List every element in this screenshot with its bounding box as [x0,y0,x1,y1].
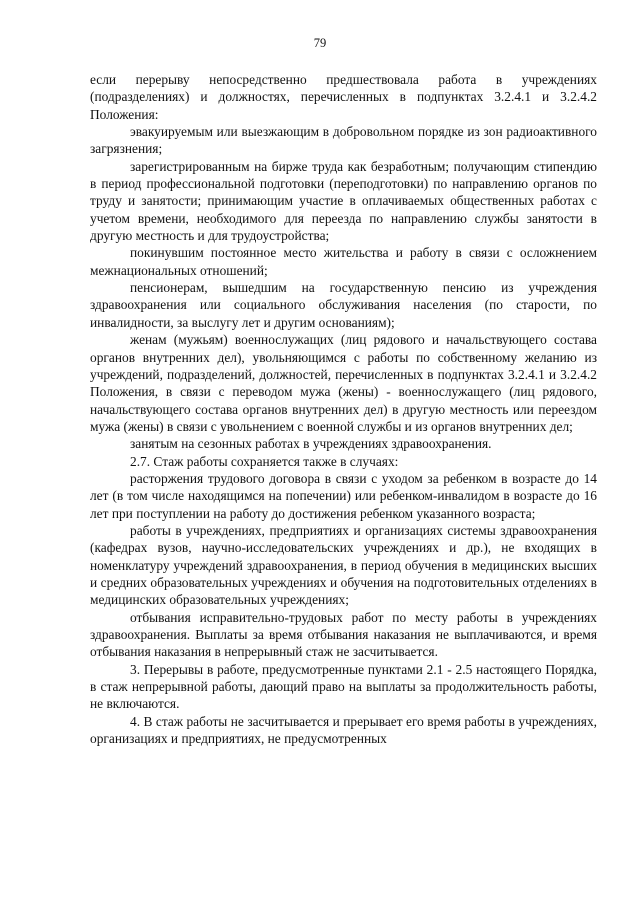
paragraph: расторжения трудового договора в связи с уходом за ребенком в возрасте до 14 лет (в том числе находящимся на попечении) или ребенком-инвалидом в возрасте до 16 лет при поступлении на работу до достижения ребенком указанного возраста; [90,470,597,521]
paragraph: пенсионерам, вышедшим на государственную пенсию из учреждения здравоохранения или социального обслуживания населения (по старости, по инвалидности, за выслугу лет и другим основаниям); [90,280,597,330]
paragraph: покинувшим постоянное место жительства и работу в связи с осложнением межнациональных отношений; [90,245,597,278]
paragraph: занятым на сезонных работах в учреждениях здравоохранения. [130,436,492,452]
paragraph: зарегистрированным на бирже труда как безработным; получающим стипендию в период профессиональной подготовки (переподготовки) по направлению органов по труду и занятости; принимающим участие в оплачиваемых общественных работах с учетом времени, необходимого для переезда по направлению службы занятости в другую местность и для трудоустройства; [90,158,597,244]
paragraph-section-3: 3. Перерывы в работе, предусмотренные пунктами 2.1 - 2.5 настоящего Порядка, в стаж непрерывной работы, дающий право на выплаты за продолжительность работы, не включаются. [90,661,597,712]
page-body [90,71,597,747]
paragraph: эвакуируемым или выезжающим в добровольном порядке из зон радиоактивного загрязнения; [90,124,597,157]
paragraph: работы в учреждениях, предприятиях и организациях системы здравоохранения (кафедрах вузов, научно-исследовательских учреждениях и др.), не входящих в номенклатуру учреждений здравоохранения, в период обучения в медицинских высших и средних образовательных учреждениях и обучения на подготовительных отделениях в медицинских образовательных учреждениях; [90,522,597,608]
section-heading-2-7: 2.7. Стаж работы сохраняется также в случаях: [130,453,399,469]
page-number: 79 [313,36,327,50]
paragraph-section-4: 4. В стаж работы не засчитывается и прерывает его время работы в учреждениях, организациях и предприятиях, не предусмотренных [90,713,597,747]
paragraph: отбывания исправительно-трудовых работ по месту работы в учреждениях здравоохранения. Выплаты за время отбывания наказания не выплачиваются, и время отбывания наказания в непрерывный стаж не засчитывается. [90,609,597,660]
paragraph: женам (мужьям) военнослужащих (лиц рядового и начальствующего состава органов внутренних дел), увольняющимся с работы по собственному желанию из учреждений, подразделений, должностей, перечисленных в подпунктах 3.2.4.1 и 3.2.4.2 Положения, в связи с переводом мужа (жены) - военнослужащего (лиц рядового, начальствующего состава органов внутренних дел) в другую местность или переездом мужа (жены) в связи с увольнением с военной службы и из органов внутренних дел; [90,332,597,434]
paragraph: если перерыву непосредственно предшествовала работа в учреждениях (подразделениях) и должностях, перечисленных в подпунктах 3.2.4.1 и 3.2.4.2 Положения: [90,72,597,122]
